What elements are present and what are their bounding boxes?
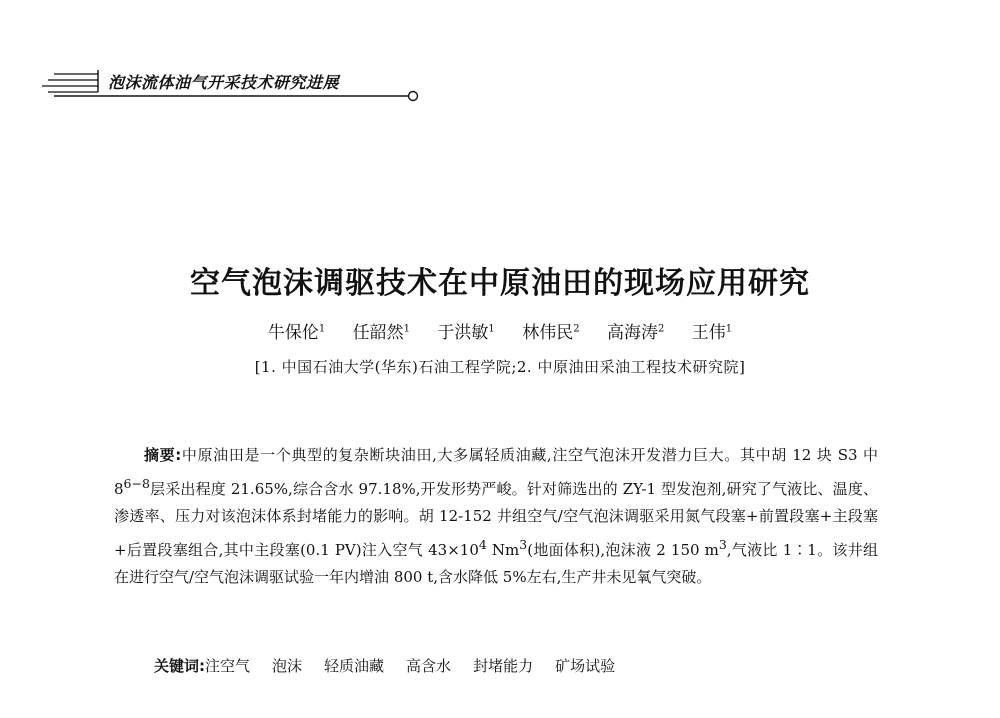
keyword: 封堵能力	[473, 657, 534, 675]
author: 任韶然$^1$	[352, 323, 411, 343]
keyword: 矿场试验	[555, 657, 616, 675]
keyword: 泡沫	[272, 657, 303, 675]
author: 高海涛$^2$	[606, 323, 665, 343]
running-header	[40, 62, 440, 112]
keyword: 高含水	[406, 657, 452, 675]
keyword: 注空气	[205, 657, 251, 675]
paper-title: 空气泡沫调驱技术在中原油田的现场应用研究	[190, 266, 810, 301]
keyword: 轻质油藏	[324, 657, 385, 675]
author: 王伟$^1$	[691, 323, 733, 343]
author-list	[0, 318, 1000, 343]
abstract: 摘要:中原油田是一个典型的复杂断块油田,大多属轻质油藏,注空气泡沫开发潜力巨大。其中胡 12 块 S3 中 $8^{6-8}$层采出程度 21.65%,综合含水 97.18%,开发形势严峻。针对筛选出的 ZY-1 型发泡剂,研究了气液比、温度、渗透率、压力对该泡沫体系封堵能力的影响。胡 12-152 井组空气/空气泡沫调驱采用氮气段塞+前置段塞+主段塞+后置段塞组合,其中主段塞(0.1 PV)注入空气 $43\times 10^4$ Nm$^3$(地面体积),泡沫液 2 150 $m^3$,气液比 1∶1。该井组在进行空气/空气泡沫调驱试验一年内增油 800 t,含水降低 5%左右,生产井未见氧气突破。	[114, 446, 878, 586]
abstract-text: 中原油田是一个典型的复杂断块油田,大多属轻质油藏,注空气泡沫开发潜力巨大。其中胡 12 块 S3 中 8	[114, 446, 878, 498]
affiliation-line: [1. 中国石油大学(华东)石油工程学院;2. 中原油田采油工程技术研究院]	[254, 358, 746, 376]
header-title: 泡沫流体油气开采技术研究进展	[108, 73, 340, 92]
keywords-label: 关键词:	[154, 657, 205, 675]
abstract-label: 摘要:	[144, 446, 182, 464]
author: 于洪敏$^1$	[437, 323, 495, 343]
keywords	[154, 655, 637, 676]
author: 牛保伦$^1$	[267, 323, 326, 343]
author: 林伟民$^2$	[522, 323, 580, 343]
